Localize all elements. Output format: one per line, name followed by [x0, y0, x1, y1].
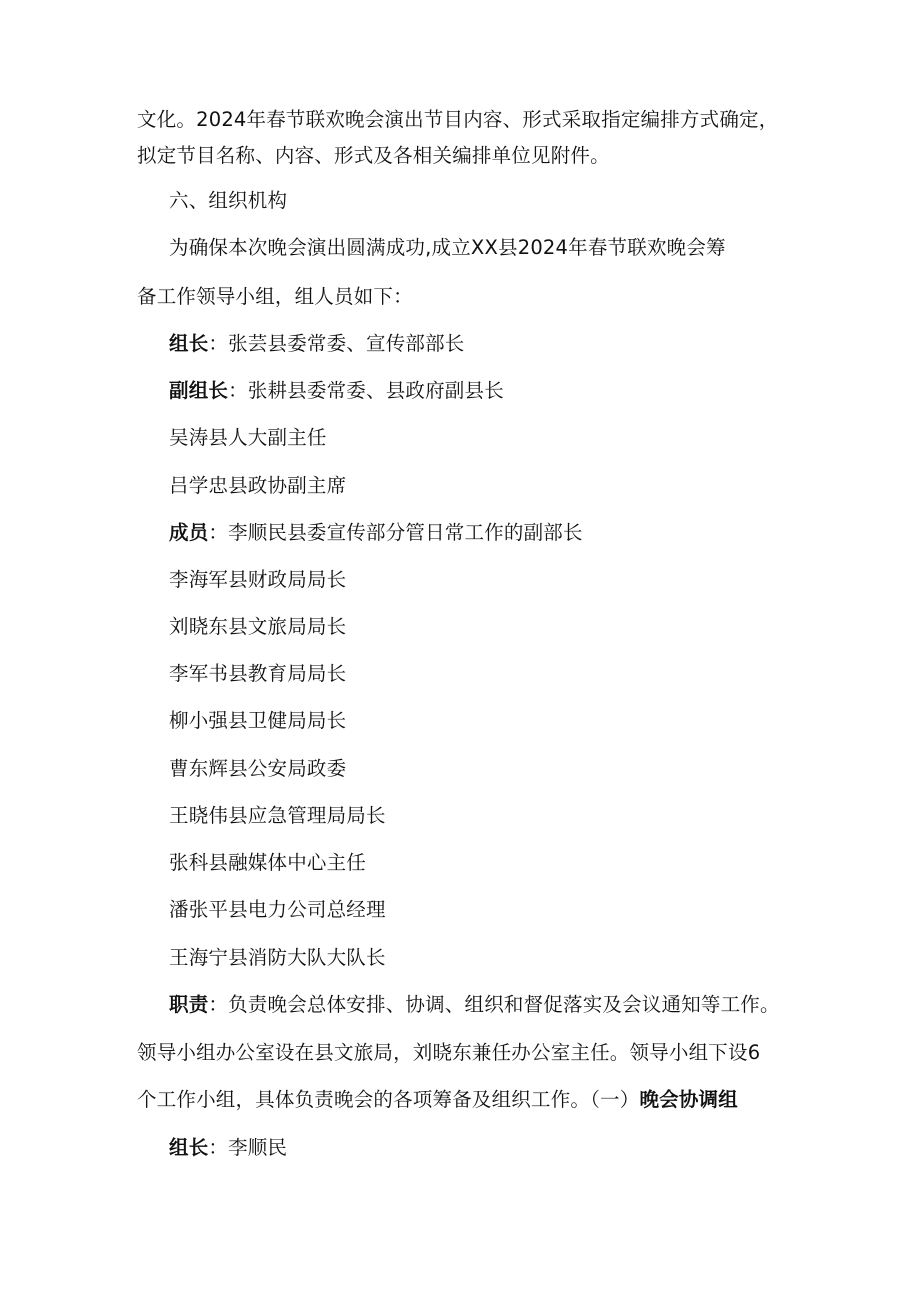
leader-label: 组长 [169, 332, 209, 355]
deputy-leader-item: 吴涛县人大副主任 [169, 426, 327, 449]
member-value: ：李顺民县委宣传部分管日常工作的副部长 [208, 521, 583, 544]
duties-line-3 [137, 1085, 807, 1115]
member-item: 潘张平县电力公司总经理 [169, 898, 386, 921]
member-item: 柳小强县卫健局局长 [169, 709, 347, 732]
purpose-paragraph-line-2: 备工作领导小组，组人员如下： [137, 285, 413, 308]
duties-line-1 [169, 990, 839, 1020]
member-item: 王晓伟县应急管理局局长 [169, 804, 386, 827]
group-leader-label: 组长 [169, 1136, 209, 1159]
purpose-paragraph-line-1: 为确保本次晚会演出圆满成功,成立XX县2024年春节联欢晚会筹 [169, 236, 726, 259]
member-item: 刘晓东县文旅局局长 [169, 615, 347, 638]
duties-value: ：负责晚会总体安排、协调、组织和督促落实及会议通知等工作。 [208, 993, 780, 1016]
deputy-leader-value: ：张耕县委常委、县政府副县长 [228, 379, 504, 402]
member-item: 李海军县财政局局长 [169, 568, 347, 591]
intro-paragraph-line-2: 拟定节目名称、内容、形式及各相关编排单位见附件。 [137, 144, 610, 167]
member-item: 李军书县教育局局长 [169, 662, 347, 685]
duties-line-3-text: 个工作小组，具体负责晚会的各项筹备及组织工作。（一） [137, 1088, 640, 1111]
member-item: 张科县融媒体中心主任 [169, 851, 367, 874]
leader-row [169, 329, 839, 359]
intro-paragraph-line-1: 文化。2024年春节联欢晚会演出节目内容、形式采取指定编排方式确定， [137, 108, 779, 131]
member-label: 成员 [169, 521, 209, 544]
member-row [169, 518, 839, 548]
duties-line-2: 领导小组办公室设在县文旅局，刘晓东兼任办公室主任。领导小组下设6 [137, 1041, 761, 1064]
member-item: 曹东辉县公安局政委 [169, 757, 347, 780]
section-heading: 六、组织机构 [169, 189, 288, 212]
duties-label: 职责 [169, 993, 209, 1016]
group-leader-row [169, 1133, 839, 1163]
deputy-leader-row [169, 376, 839, 406]
deputy-leader-label: 副组长 [169, 379, 229, 402]
leader-value: ：张芸县委常委、宣传部部长 [208, 332, 465, 355]
deputy-leader-item: 吕学忠县政协副主席 [169, 474, 347, 497]
coordination-group-heading: 晚会协调组 [639, 1088, 738, 1111]
group-leader-value: ：李顺民 [208, 1136, 288, 1159]
member-item: 王海宁县消防大队大队长 [169, 946, 386, 969]
